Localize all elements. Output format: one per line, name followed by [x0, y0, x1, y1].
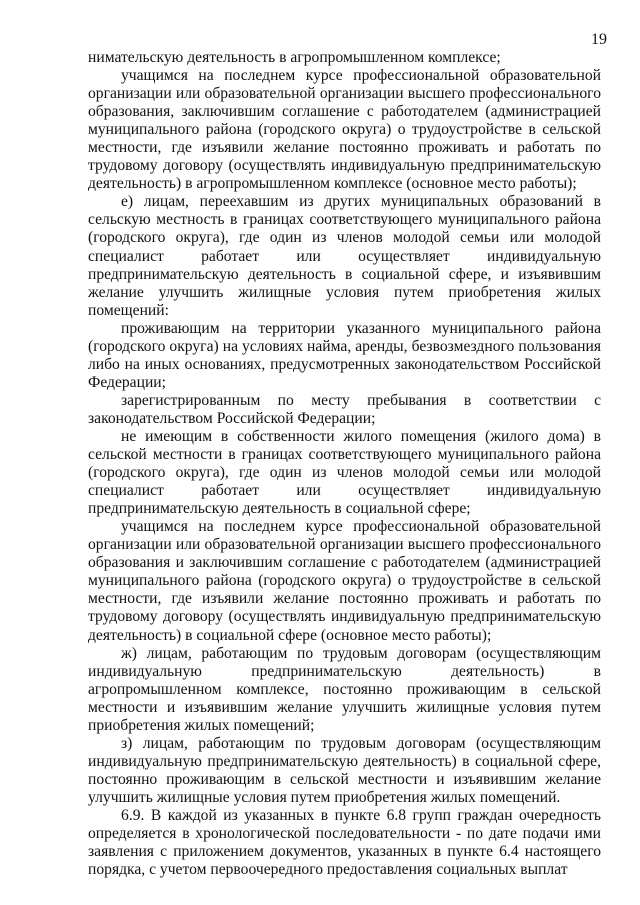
paragraph-students-social: учащимся на последнем курсе профессиональной образовательной организации или образовательной организации высшего профессионального образования и заключившим соглашение с работодателем (администрацией муниципального района (городского округа) о трудоустройстве в сельской местности, где изъявили желание постоянно проживать и работать по трудовому договору (осуществлять индивидуальную предпринимательскую деятельность) в социальной сфере (основное место работы);	[88, 518, 601, 644]
paragraph-item-zh: ж) лицам, работающим по трудовым договорам (осуществляющим индивидуальную предпринимательскую деятельность) в агропромышленном комплексе, постоянно проживающим в сельской местности и изъявившим желание улучшить жилищные условия путем приобретения жилых помещений;	[88, 644, 601, 734]
paragraph-residing-territory: проживающим на территории указанного муниципального района (городского округа) на условиях найма, аренды, безвозмездного пользования либо на иных основаниях, предусмотренных законодательством Российской Федерации;	[88, 319, 601, 391]
paragraph-item-e: е) лицам, переехавшим из других муниципальных образований в сельскую местность в границах соответствующего муниципального района (городского округа), где один из членов молодой семьи или молодой специалист работает или осуществляет индивидуальную предпринимательскую деятельность в социальной сфере, и изъявившим желание улучшить жилищные условия путем приобретения жилых помещений:	[88, 193, 601, 319]
paragraph-6-9: 6.9. В каждой из указанных в пункте 6.8 групп граждан очередность определяется в хронологической последовательности - по дате подачи ими заявления с приложением документов, указанных в пункте 6.4 настоящего порядка, с учетом первоочередного предоставления социальных выплат	[88, 806, 601, 879]
paragraph-students-agro: учащимся на последнем курсе профессиональной образовательной организации или образовательной организации высшего профессионального образования, заключившим соглашение с работодателем (администрацией муниципального района (городского округа) о трудоустройстве в сельской местности, где изъявили желание постоянно проживать и работать по трудовому договору (осуществлять индивидуальную предпринимательскую деятельность) в агропромышленном комплексе (основное место работы);	[88, 67, 601, 193]
paragraph-no-housing: не имеющим в собственности жилого помещения (жилого дома) в сельской местности в границах соответствующего муниципального района (городского округа), где один из членов молодой семьи или молодой специалист работает или осуществляет индивидуальную предпринимательскую деятельность в социальной сфере;	[88, 427, 601, 518]
paragraph-item-z: з) лицам, работающим по трудовым договорам (осуществляющим индивидуальную предпринимательскую деятельность) в социальной сфере, постоянно проживающим в сельской местности и изъявившим желание улучшить жилищные условия путем приобретения жилых помещений.	[88, 734, 601, 806]
document-body	[88, 49, 601, 879]
paragraph-registered: зарегистрированным по месту пребывания в соответствии с законодательством Российской Федерации;	[88, 391, 601, 427]
page-number: 19	[591, 31, 607, 48]
paragraph-continuation: нимательскую деятельность в агропромышленном комплексе;	[88, 49, 501, 66]
